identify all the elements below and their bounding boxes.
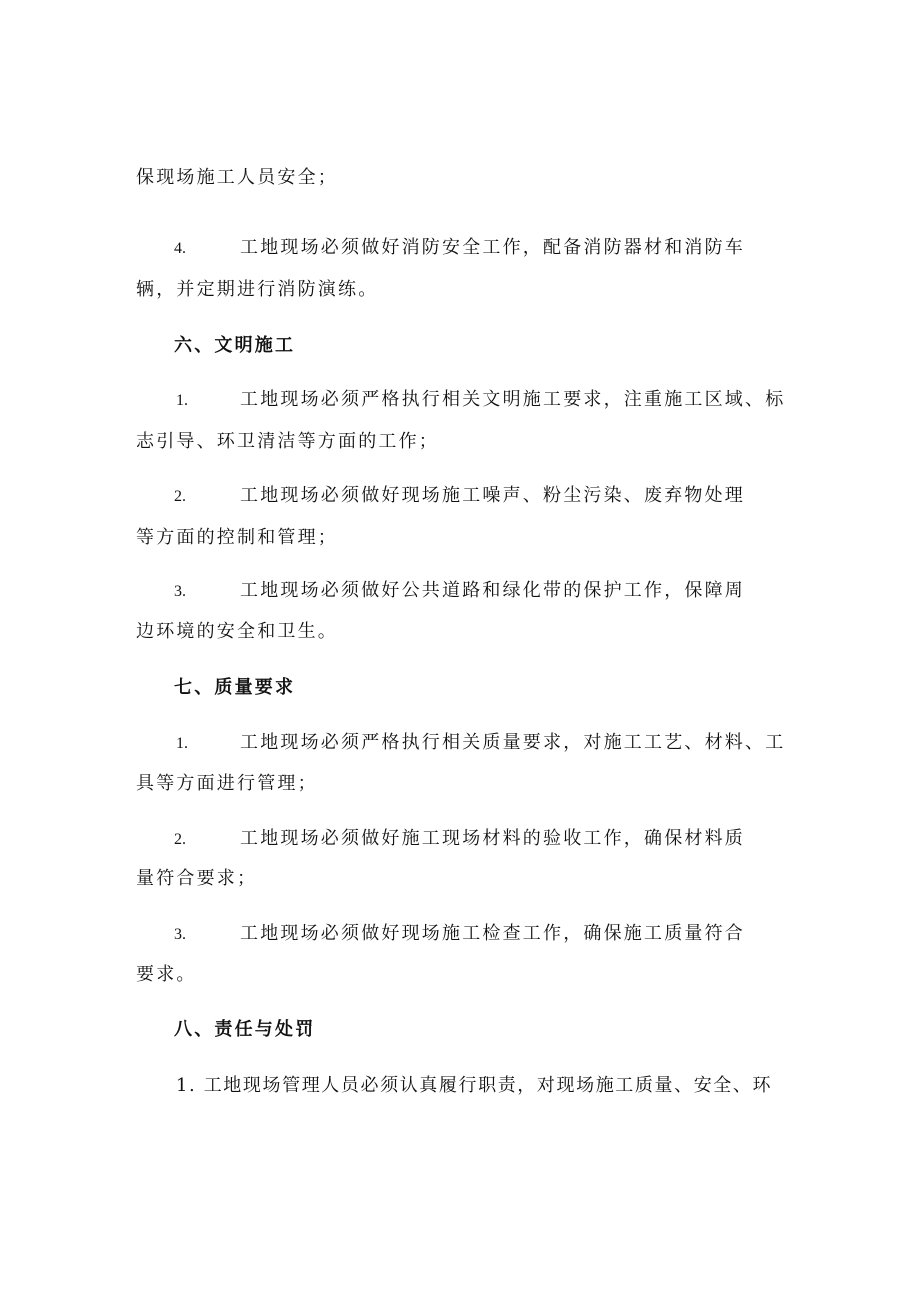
list-item-line: 工地现场必须做好公共道路和绿化带的保护工作，保障周 xyxy=(240,580,745,601)
list-number: 1. xyxy=(176,392,188,409)
list-item-line: 志引导、环卫清洁等方面的工作； xyxy=(136,431,439,452)
section-heading: 八、责任与处罚 xyxy=(174,1019,316,1040)
list-item-line: 工地现场必须严格执行相关文明施工要求，注重施工区域、标 xyxy=(240,389,786,410)
list-number: 1. xyxy=(176,735,188,752)
list-item-line: 工地现场必须做好现场施工噪声、粉尘污染、废弃物处理 xyxy=(240,485,745,506)
list-number: 2. xyxy=(174,831,186,848)
list-number: 3. xyxy=(174,583,186,600)
list-item-line: 工地现场必须做好施工现场材料的验收工作，确保材料质 xyxy=(240,828,745,849)
list-number: 2. xyxy=(174,488,186,505)
paragraph-continuation: 保现场施工人员安全； xyxy=(136,167,338,188)
section-heading: 七、质量要求 xyxy=(174,677,296,698)
list-number: 4. xyxy=(174,240,186,257)
list-item-line: 工地现场必须做好现场施工检查工作，确保施工质量符合 xyxy=(240,923,745,944)
list-item-line: 边环境的安全和卫生。 xyxy=(136,621,338,642)
list-item-line: 工地现场必须严格执行相关质量要求，对施工工艺、材料、工 xyxy=(240,732,786,753)
section-heading: 六、文明施工 xyxy=(174,335,296,356)
list-item-line: 具等方面进行管理； xyxy=(136,773,318,794)
list-item-line: 等方面的控制和管理； xyxy=(136,527,338,548)
list-number: 3. xyxy=(174,926,186,943)
list-item-line: 1. 工地现场管理人员必须认真履行职责，对现场施工质量、安全、环 xyxy=(176,1075,773,1096)
list-item-line: 要求。 xyxy=(136,964,197,985)
list-item-line: 辆，并定期进行消防演练。 xyxy=(136,279,379,300)
list-item-line: 量符合要求； xyxy=(136,868,258,889)
list-item-line: 工地现场必须做好消防安全工作，配备消防器材和消防车 xyxy=(240,237,745,258)
